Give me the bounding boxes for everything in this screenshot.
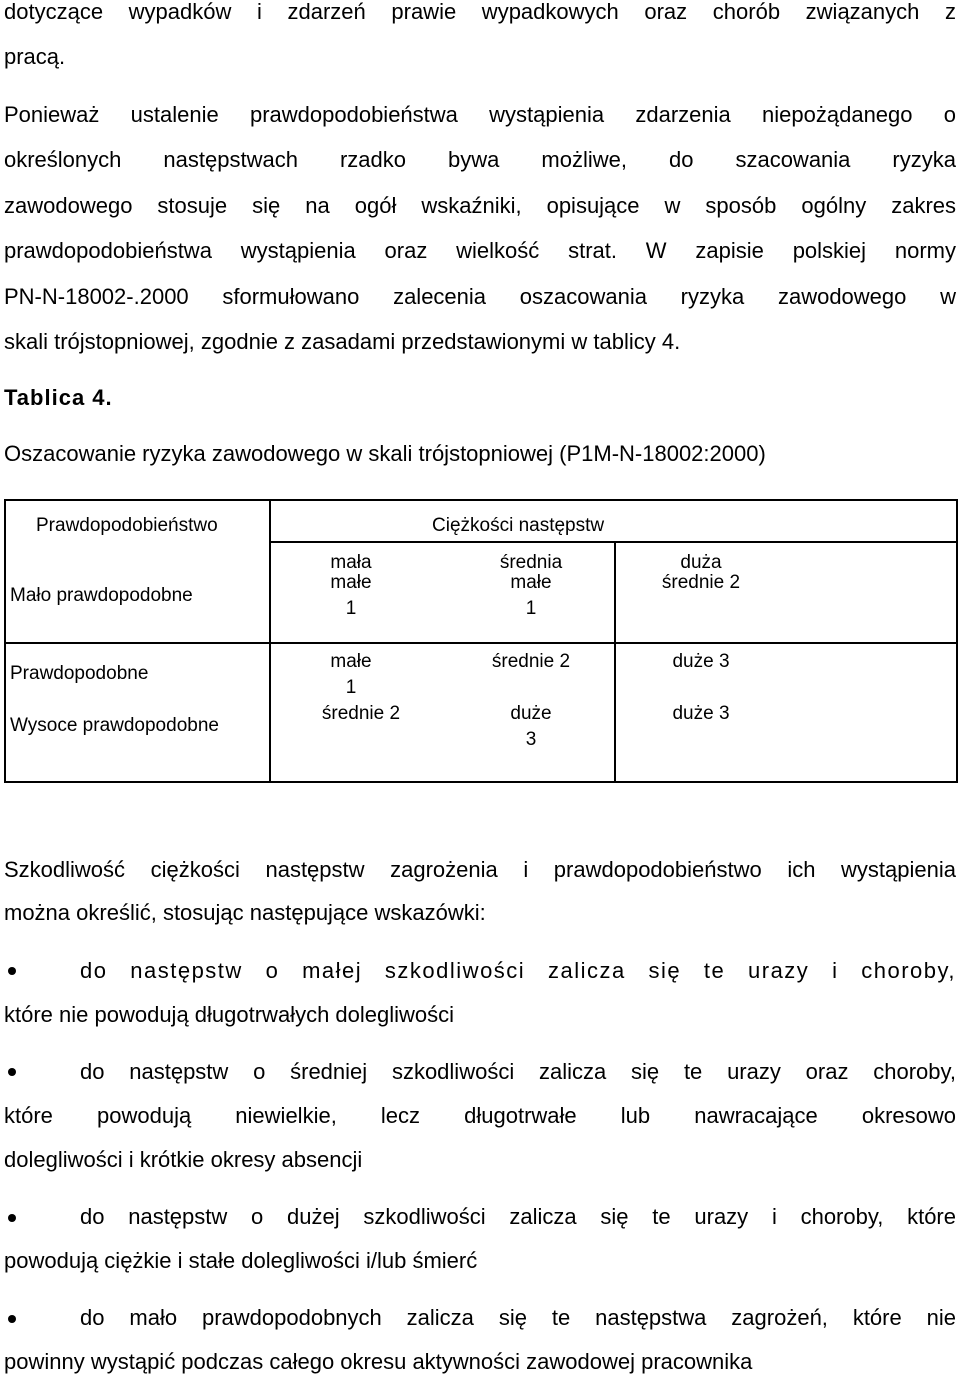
row-label-very-likely: Wysoce prawdopodobne bbox=[10, 715, 219, 736]
risk-table bbox=[4, 499, 958, 783]
risk-cell bbox=[296, 703, 426, 725]
text-line: określonych następstwach rzadko bywa możliwe, do szacowania ryzyka bbox=[4, 147, 956, 172]
text-line: prawdopodobieństwa wystąpienia oraz wielkość strat. W zapisie polskiej normy bbox=[4, 238, 956, 263]
severity-low: mała bbox=[330, 552, 372, 573]
risk-value: średnie 2 bbox=[321, 703, 401, 724]
list-item-text bbox=[4, 1195, 956, 1283]
risk-cell bbox=[636, 651, 766, 673]
risk-cell bbox=[476, 572, 586, 620]
risk-cell bbox=[636, 572, 766, 594]
severity-medium: średnia bbox=[499, 552, 563, 573]
list-item-text bbox=[4, 1050, 956, 1182]
text-line: można określić, stosując następujące wskazówki: bbox=[4, 900, 486, 925]
text-line: do następstw o małej szkodliwości zalicza się te urazy i choroby, bbox=[80, 958, 956, 983]
severity-high: duża bbox=[680, 552, 722, 573]
risk-value: duże 3 bbox=[672, 651, 730, 672]
risk-value: duże bbox=[510, 703, 552, 724]
risk-score: 1 bbox=[345, 677, 357, 698]
table-divider bbox=[614, 541, 616, 781]
risk-score: 3 bbox=[525, 729, 537, 750]
row-label-unlikely: Mało prawdopodobne bbox=[10, 585, 193, 606]
table-divider bbox=[269, 501, 271, 781]
text-line: zawodowego stosuje się na ogół wskaźniki, opisujące w sposób ogólny zakres bbox=[4, 193, 956, 218]
list-item-text bbox=[4, 949, 956, 1037]
text-line: dotyczące wypadków i zdarzeń prawie wypadkowych oraz chorób związanych z bbox=[4, 0, 956, 24]
text-line: PN-N-18002-.2000 sformułowano zalecenia oszacowania ryzyka zawodowego w bbox=[4, 284, 956, 309]
text-line: do mało prawdopodobnych zalicza się te następstwa zagrożeń, które nie bbox=[80, 1305, 956, 1330]
header-probability: Prawdopodobieństwo bbox=[36, 515, 218, 536]
text-line: pracą. bbox=[4, 44, 66, 69]
table-title: Tablica 4. bbox=[4, 385, 113, 410]
risk-score: 1 bbox=[525, 598, 537, 619]
risk-value: małe bbox=[510, 572, 552, 593]
text-line: skali trójstopniowej, zgodnie z zasadami przedstawionymi w tablicy 4. bbox=[4, 329, 681, 354]
risk-cell bbox=[636, 703, 766, 725]
header-severity: Ciężkości następstw bbox=[432, 515, 605, 536]
text-line: które powodują niewielkie, lecz długotrwałe lub nawracające okresowo bbox=[4, 1103, 956, 1128]
risk-cell bbox=[466, 651, 596, 673]
risk-value: duże 3 bbox=[672, 703, 730, 724]
text-line: dolegliwości i krótkie okresy absencji bbox=[4, 1147, 363, 1172]
list-item-text bbox=[4, 1296, 956, 1384]
text-line: powodują ciężkie i stałe dolegliwości i/lub śmierć bbox=[4, 1248, 478, 1273]
text-line: które nie powodują długotrwałych dolegliwości bbox=[4, 1002, 455, 1027]
text-line: do następstw o dużej szkodliwości zalicza się te urazy i choroby, które bbox=[80, 1204, 956, 1229]
risk-cell bbox=[306, 651, 396, 699]
table-subtitle: Oszacowanie ryzyka zawodowego w skali trójstopniowej (P1M-N-18002:2000) bbox=[4, 441, 766, 466]
text-line: Szkodliwość ciężkości następstw zagrożenia i prawdopodobieństwo ich wystąpienia bbox=[4, 857, 956, 882]
text-line: Ponieważ ustalenie prawdopodobieństwa wystąpienia zdarzenia niepożądanego o bbox=[4, 102, 956, 127]
row-label-likely: Prawdopodobne bbox=[10, 663, 149, 684]
table-divider bbox=[269, 541, 956, 543]
text-line: powinny wystąpić podczas całego okresu aktywności zawodowej pracownika bbox=[4, 1349, 753, 1374]
table-divider bbox=[6, 642, 956, 644]
risk-cell bbox=[306, 572, 396, 620]
risk-value: średnie 2 bbox=[661, 572, 741, 593]
risk-value: małe bbox=[330, 651, 372, 672]
risk-value: średnie 2 bbox=[491, 651, 571, 672]
text-line: do następstw o średniej szkodliwości zalicza się te urazy oraz choroby, bbox=[80, 1059, 956, 1084]
risk-cell bbox=[476, 703, 586, 751]
risk-score: 1 bbox=[345, 598, 357, 619]
risk-value: małe bbox=[330, 572, 372, 593]
